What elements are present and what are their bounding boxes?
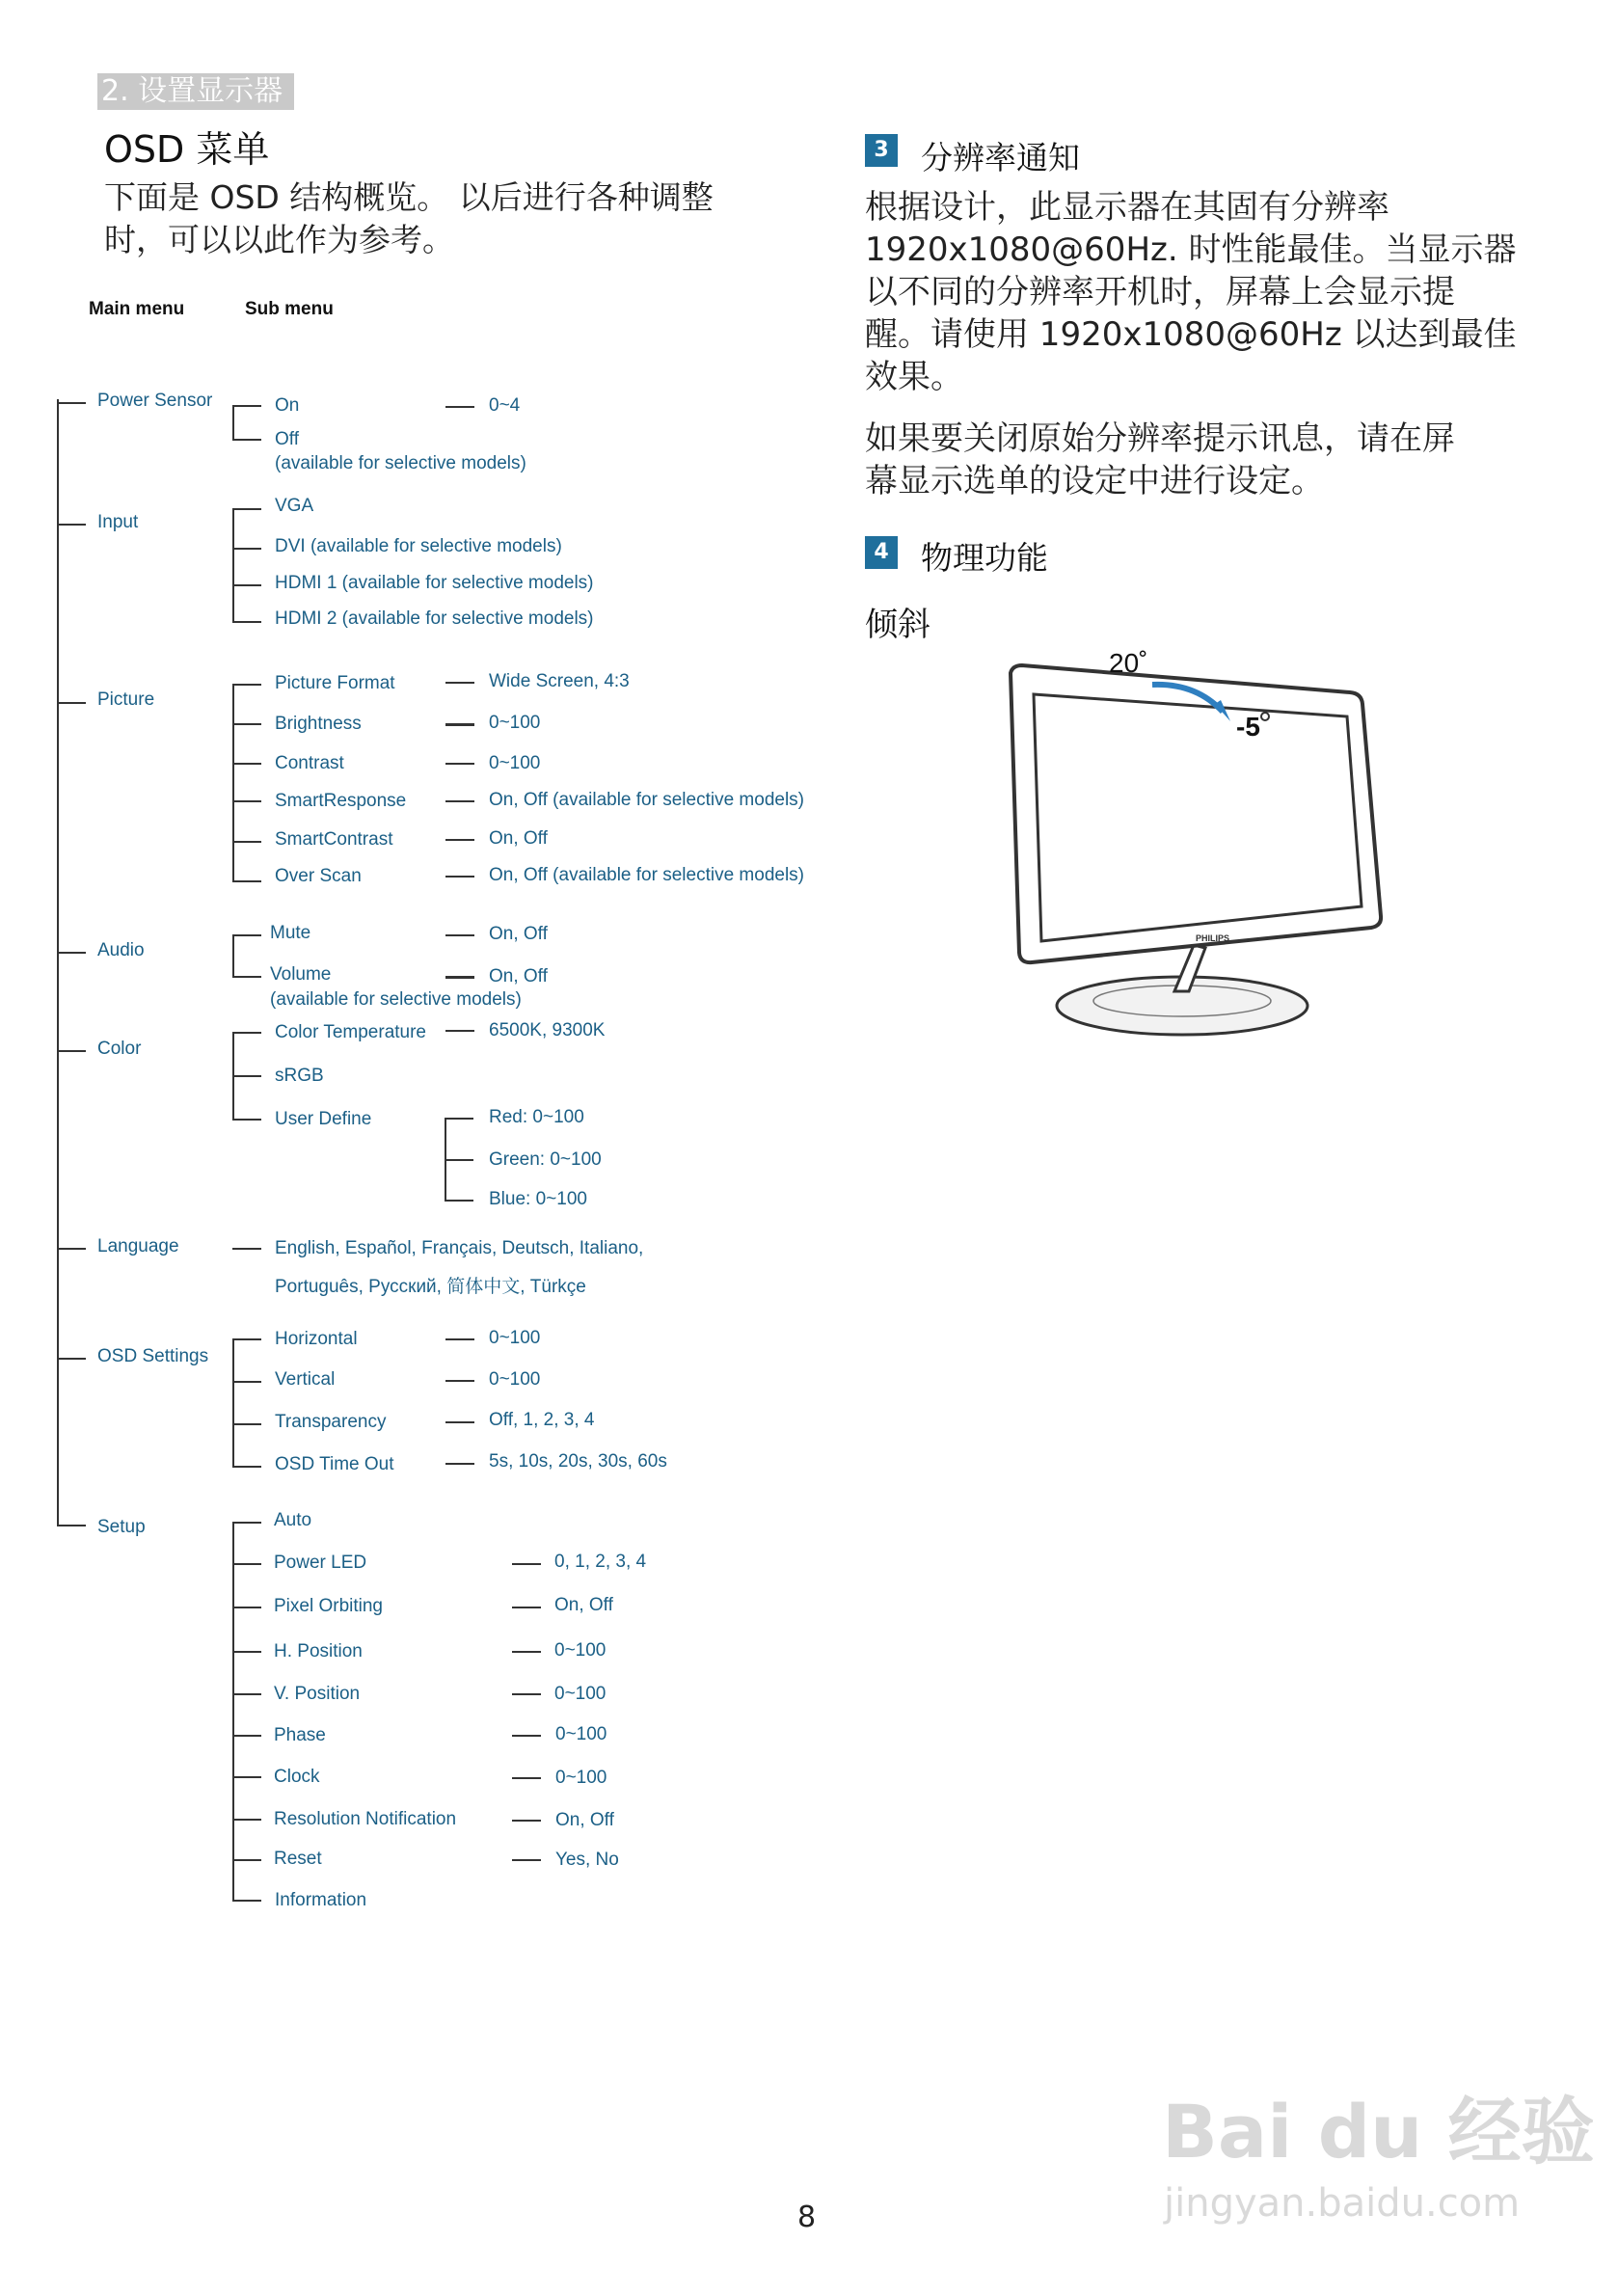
- sub-spine: [232, 508, 234, 622]
- sub-item-language-list-1: English, Español, Français, Deutsch, Italiano,: [275, 1238, 644, 1258]
- value-dash: [445, 723, 474, 726]
- branch-line: [232, 405, 261, 407]
- main-item-color: Color: [97, 1039, 142, 1059]
- branch-line: [232, 1607, 261, 1608]
- branch-line: [57, 952, 86, 954]
- branch-line: [57, 402, 86, 404]
- sub-item-picture-format: Picture Format: [275, 673, 395, 693]
- main-menu-header: Main menu: [89, 299, 185, 319]
- sub-value: On, Off: [489, 828, 548, 849]
- sub-value: Yes, No: [555, 1850, 619, 1870]
- branch-line: [57, 1050, 86, 1052]
- sub-item-mute: Mute: [270, 923, 311, 943]
- value-dash: [512, 1651, 541, 1653]
- value-dash: [445, 1338, 474, 1340]
- sub-value: Off, 1, 2, 3, 4: [489, 1410, 595, 1430]
- sub-item-language-list-2: Português, Русский, 简体中文, Türkçe: [275, 1277, 586, 1297]
- sub-item-hdmi1: HDMI 1 (available for selective models): [275, 573, 594, 593]
- value-dash: [445, 682, 474, 684]
- sub-spine: [232, 1338, 234, 1467]
- branch-line: [232, 1859, 261, 1861]
- sub-value: 0~100: [555, 1724, 607, 1744]
- sub-spine: [232, 1522, 234, 1902]
- branch-line: [232, 1466, 261, 1468]
- text-line: 根据设计，此显示器在其固有分辨率: [865, 188, 1389, 227]
- osd-menu-title: OSD 菜单: [104, 128, 270, 171]
- sub-item-h-position: H. Position: [274, 1641, 363, 1661]
- sub-item-user-define: User Define: [275, 1109, 372, 1129]
- sub-item-dvi: DVI (available for selective models): [275, 536, 562, 556]
- sub-item-smartresponse: SmartResponse: [275, 791, 407, 811]
- text-line: 1920x1080@60Hz. 时性能最佳。当显示器: [865, 230, 1517, 269]
- branch-line: [232, 1819, 261, 1821]
- monitor-tilt-illustration: [1003, 644, 1389, 1040]
- sub-item-color-temperature: Color Temperature: [275, 1022, 427, 1042]
- main-tree-spine: [57, 399, 59, 1526]
- branch-line: [232, 880, 261, 882]
- value-dash: [512, 1859, 541, 1861]
- sub-item-power-led: Power LED: [274, 1553, 367, 1573]
- sub-item-auto: Auto: [274, 1510, 312, 1530]
- branch-line: [232, 1900, 261, 1902]
- sub-item-note: (available for selective models): [270, 989, 522, 1010]
- main-item-setup: Setup: [97, 1517, 146, 1537]
- sub-value-blue: Blue: 0~100: [489, 1189, 587, 1209]
- main-item-audio: Audio: [97, 940, 145, 960]
- resolution-notification-title: 分辨率通知: [921, 139, 1080, 176]
- tilt-title: 倾斜: [865, 606, 930, 644]
- sub-value: On, Off: [554, 1595, 613, 1615]
- sub-spine: [232, 934, 234, 978]
- branch-line: [232, 548, 261, 550]
- branch-line: [232, 1381, 261, 1383]
- sub-item-phase: Phase: [274, 1725, 326, 1745]
- branch-line: [232, 1423, 261, 1425]
- value-dash: [512, 1735, 541, 1737]
- osd-intro-line-1: 下面是 OSD 结构概览。 以后进行各种调整: [104, 178, 714, 216]
- branch-line: [232, 1075, 261, 1077]
- sub-item-smartcontrast: SmartContrast: [275, 829, 393, 850]
- sub-value: 5s, 10s, 20s, 30s, 60s: [489, 1451, 667, 1472]
- section-tag: 2. 设置显示器: [97, 73, 294, 110]
- branch-line: [445, 1118, 473, 1120]
- sub-value: On, Off (available for selective models): [489, 865, 805, 885]
- branch-line: [232, 976, 261, 978]
- branch-line: [232, 934, 261, 936]
- sub-menu-header: Sub menu: [245, 299, 334, 319]
- value-dash: [445, 1463, 474, 1465]
- osd-intro-line-2: 时，可以以此作为参考。: [104, 221, 454, 258]
- sub-spine: [232, 684, 234, 882]
- text-line: 效果。: [865, 358, 963, 396]
- watermark-url: jingyan.baidu.com: [1164, 2181, 1521, 2226]
- value-dash: [445, 406, 474, 408]
- value-dash: [445, 839, 474, 841]
- sub-item-over-scan: Over Scan: [275, 866, 362, 886]
- branch-line: [232, 584, 261, 586]
- sub-spine: [232, 405, 234, 440]
- sub-item-transparency: Transparency: [275, 1412, 387, 1432]
- monitor-brand-logo: PHILIPS: [1196, 933, 1230, 943]
- branch-line: [445, 1159, 473, 1161]
- main-item-language: Language: [97, 1236, 179, 1256]
- branch-line: [57, 702, 86, 704]
- value-dash: [512, 1563, 541, 1565]
- sub-value: 6500K, 9300K: [489, 1020, 606, 1040]
- value-dash: [445, 800, 474, 802]
- sub-item-contrast: Contrast: [275, 753, 344, 773]
- monitor-screen: [1034, 694, 1362, 941]
- value-dash: [445, 876, 474, 878]
- value-dash: [512, 1777, 541, 1779]
- section-number-4: 4: [865, 536, 898, 569]
- branch-line: [57, 1248, 86, 1250]
- branch-line: [232, 1563, 261, 1565]
- sub-item-vertical: Vertical: [275, 1369, 336, 1390]
- sub-value: 0~100: [489, 1328, 541, 1348]
- sub-item-horizontal: Horizontal: [275, 1329, 358, 1349]
- sub-value: 0~100: [489, 713, 541, 733]
- sub-item-off: Off: [275, 429, 299, 449]
- branch-line: [445, 1200, 473, 1202]
- monitor-svg: [1003, 644, 1389, 1040]
- section-number-3: 3: [865, 134, 898, 167]
- sub-value: On, Off: [489, 966, 548, 986]
- value-dash: [445, 976, 474, 979]
- main-item-input: Input: [97, 512, 139, 532]
- page-number: 8: [797, 2201, 817, 2234]
- sub-item-clock: Clock: [274, 1767, 320, 1787]
- sub-item-brightness: Brightness: [275, 714, 362, 734]
- sub-item-osd-time-out: OSD Time Out: [275, 1454, 394, 1474]
- text-line: 醒。请使用 1920x1080@60Hz 以达到最佳: [865, 315, 1517, 354]
- sub-item-information: Information: [275, 1890, 367, 1910]
- sub-value-red: Red: 0~100: [489, 1107, 584, 1127]
- sub-value: 0~100: [555, 1768, 607, 1788]
- main-item-power-sensor: Power Sensor: [97, 391, 213, 411]
- sub-value: Wide Screen, 4:3: [489, 671, 630, 691]
- sub-item-resolution-notification: Resolution Notification: [274, 1809, 457, 1829]
- branch-line: [232, 841, 261, 843]
- branch-line: [232, 1248, 261, 1250]
- sub-item-hdmi2: HDMI 2 (available for selective models): [275, 608, 594, 629]
- branch-line: [232, 684, 261, 686]
- sub-item-srgb: sRGB: [275, 1066, 324, 1086]
- branch-line: [232, 1119, 261, 1121]
- sub-value: 0~100: [489, 1369, 541, 1390]
- main-item-osd-settings: OSD Settings: [97, 1346, 209, 1366]
- branch-line: [232, 508, 261, 510]
- text-line: 如果要关闭原始分辨率提示讯息，请在屏: [865, 419, 1455, 458]
- branch-line: [232, 1693, 261, 1695]
- sub-item-on: On: [275, 395, 300, 416]
- sub-value: On, Off: [555, 1810, 614, 1830]
- resolution-paragraph-2: [865, 418, 1540, 502]
- main-item-picture: Picture: [97, 689, 155, 710]
- branch-line: [232, 1735, 261, 1737]
- branch-line: [232, 1651, 261, 1653]
- branch-line: [232, 800, 261, 802]
- branch-line: [232, 1776, 261, 1778]
- branch-line: [57, 524, 86, 526]
- branch-line: [232, 1522, 261, 1524]
- value-dash: [445, 1380, 474, 1382]
- sub-item-reset: Reset: [274, 1849, 322, 1869]
- value-dash: [512, 1820, 541, 1822]
- osd-intro: [104, 176, 798, 261]
- sub-value-green: Green: 0~100: [489, 1149, 602, 1170]
- branch-line: [232, 621, 261, 623]
- sub-item-v-position: V. Position: [274, 1684, 361, 1704]
- value-dash: [512, 1607, 541, 1608]
- value-dash: [512, 1693, 541, 1695]
- branch-line: [57, 1525, 86, 1526]
- sub-value: 0, 1, 2, 3, 4: [554, 1552, 647, 1572]
- branch-line: [232, 1338, 261, 1340]
- sub-value: 0~100: [489, 753, 541, 773]
- branch-line: [232, 1032, 261, 1034]
- value-dash: [445, 1030, 474, 1032]
- value-dash: [445, 934, 474, 936]
- resolution-paragraph-1: [865, 186, 1540, 398]
- sub-item-volume: Volume: [270, 964, 332, 985]
- branch-line: [57, 1358, 86, 1360]
- sub-value: 0~100: [554, 1640, 607, 1661]
- sub-item-note: (available for selective models): [275, 453, 526, 473]
- physical-function-title: 物理功能: [921, 539, 1048, 577]
- value-dash: [445, 763, 474, 765]
- branch-line: [232, 439, 261, 441]
- sub-value: On, Off: [489, 924, 548, 944]
- sub-value: 0~100: [554, 1684, 607, 1704]
- sub-value: 0~4: [489, 395, 521, 416]
- sub-value: On, Off (available for selective models): [489, 790, 805, 810]
- sub-item-vga: VGA: [275, 496, 314, 516]
- text-line: 幕显示选单的设定中进行设定。: [865, 462, 1324, 500]
- value-dash: [445, 1421, 474, 1423]
- branch-line: [232, 763, 261, 765]
- tilt-angle-up: 20˚: [1109, 648, 1148, 678]
- branch-line: [232, 723, 261, 725]
- text-line: 以不同的分辨率开机时，屏幕上会显示提: [865, 273, 1455, 311]
- watermark-logo: Bai du 经验: [1162, 2089, 1595, 2174]
- tilt-angle-down: -5: [1236, 712, 1260, 742]
- sub-item-pixel-orbiting: Pixel Orbiting: [274, 1596, 383, 1616]
